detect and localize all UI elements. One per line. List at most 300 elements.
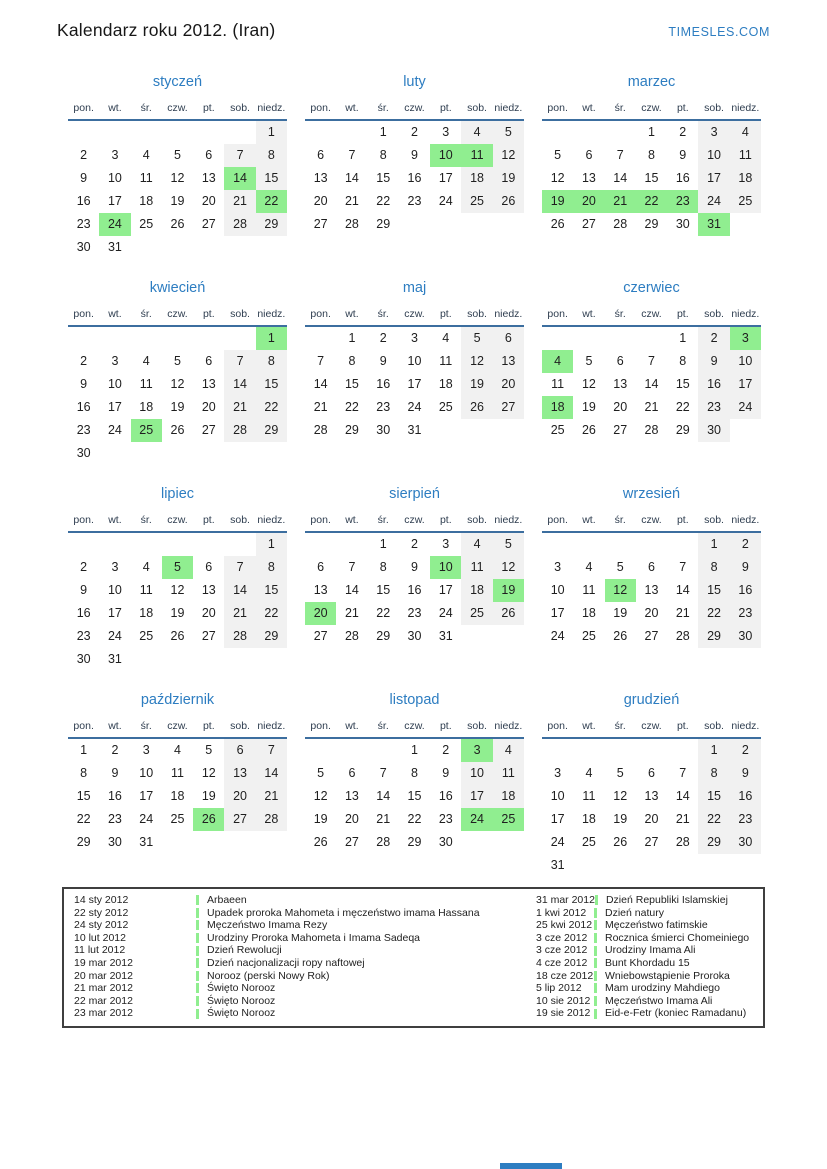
weekday-label: wt. [336,304,367,327]
legend-row [74,1007,536,1020]
day-cell: 6 [205,148,213,162]
legend-row [74,995,536,1008]
day-cell: 13 [224,762,255,785]
day-cell: 15 [256,373,287,396]
day-cell: 6 [205,560,213,574]
day-cell: 14 [675,789,690,803]
day-cell: 22 [376,606,391,620]
legend-row [74,919,536,932]
weekday-label: niedz. [730,510,761,533]
site-link[interactable]: TIMESLES.COM [668,25,770,39]
day-cell: 17 [730,373,761,396]
day-cell: 18 [581,812,596,826]
legend-holiday-name: Męczeństwo Imama Rezy [207,919,328,932]
weekday-label: pon. [305,510,336,533]
empty-cell [162,327,193,350]
legend-row [536,957,753,970]
weekday-label: pt. [193,304,224,327]
day-cell: 28 [675,629,690,643]
weekday-label: śr. [605,716,636,739]
day-cell: 25 [461,190,492,213]
day-cell: 8 [256,350,287,373]
legend-date: 21 mar 2012 [74,982,133,995]
day-cell: 29 [407,835,422,849]
day-cell: 8 [648,148,655,162]
legend-date: 1 kwi 2012 [536,906,587,919]
day-cell: 2 [698,327,729,350]
day-cell: 13 [493,350,524,373]
empty-cell [99,121,130,144]
weekday-label: pon. [542,510,573,533]
day-cell: 12 [170,377,185,391]
day-cell: 22 [256,190,287,213]
day-cell: 25 [493,808,524,831]
day-cell: 21 [376,812,391,826]
weekday-label: pon. [68,510,99,533]
legend-date: 19 mar 2012 [74,956,133,969]
day-cell: 26 [493,602,524,625]
day-cell: 14 [644,377,659,391]
day-cell: 2 [679,125,687,139]
empty-cell [193,327,224,350]
month-table [305,510,524,648]
day-cell: 17 [407,377,422,391]
weekday-label: śr. [368,510,399,533]
day-cell: 30 [76,652,91,666]
day-cell: 31 [107,240,122,254]
day-cell: 26 [170,423,185,437]
day-cell: 14 [344,171,359,185]
day-cell: 7 [679,766,687,780]
empty-cell [605,854,636,877]
legend-holiday-name: Upadek proroka Mahometa i męczeństwo imama Hassana [207,906,480,919]
day-cell: 22 [675,400,690,414]
empty-cell [256,236,287,259]
legend-column-left [74,894,536,1020]
holiday-marker-icon [594,946,597,956]
day-cell: 15 [407,789,422,803]
day-cell: 17 [438,171,453,185]
weekday-label: pt. [193,510,224,533]
day-cell: 16 [107,789,122,803]
month-title: wrzesień [622,486,681,502]
day-cell: 15 [698,579,729,602]
legend-holiday-name: Dzień nacjonalizacji ropy naftowej [207,956,365,969]
day-cell: 7 [379,766,387,780]
month-title: styczeń [152,74,203,90]
day-cell: 4 [585,766,593,780]
day-cell: 11 [139,377,153,391]
legend-row [536,944,753,957]
weekday-label: niedz. [493,98,524,121]
day-cell: 6 [616,354,624,368]
holiday-marker-icon [196,1009,199,1019]
weekday-label: pt. [667,510,698,533]
empty-cell [256,442,287,465]
day-cell: 22 [698,808,729,831]
day-cell: 20 [613,400,628,414]
holiday-marker-icon [594,958,597,968]
day-cell: 30 [407,629,422,643]
day-cell: 13 [644,789,659,803]
day-cell: 21 [344,194,359,208]
day-cell: 5 [317,766,325,780]
weekday-label: pon. [305,304,336,327]
legend-date: 11 lut 2012 [74,944,126,957]
day-cell: 20 [493,373,524,396]
day-cell: 27 [613,423,628,437]
legend-holiday-name: Dzień Republiki Islamskiej [605,894,728,906]
day-cell: 4 [585,560,593,574]
day-cell: 12 [313,789,328,803]
day-cell: 11 [582,789,596,803]
day-cell: 17 [107,606,122,620]
day-cell: 15 [376,583,391,597]
holiday-marker-icon [196,908,199,918]
empty-cell [542,121,573,144]
day-cell: 19 [493,579,524,602]
empty-cell [256,648,287,671]
day-cell: 20 [201,606,216,620]
day-cell: 8 [348,354,356,368]
empty-cell [68,327,99,350]
weekday-label: czw. [162,98,193,121]
empty-cell [131,236,162,259]
weekday-label: wt. [336,510,367,533]
day-cell: 19 [201,789,216,803]
day-cell: 6 [648,766,655,780]
holiday-marker-icon [196,933,199,943]
weekday-label: niedz. [256,98,287,121]
empty-cell [605,739,636,762]
day-cell: 17 [139,789,154,803]
empty-cell [224,648,255,671]
month-table [305,98,524,236]
day-cell: 15 [76,789,91,803]
day-cell: 19 [581,400,596,414]
empty-cell [461,213,492,236]
day-cell: 30 [76,240,91,254]
legend-row [74,982,536,995]
legend-row [536,919,753,932]
empty-cell [636,739,667,762]
month-table [305,304,524,442]
legend-holiday-name: Urodziny Imama Ali [605,944,696,957]
weekday-label: niedz. [493,716,524,739]
day-cell: 23 [730,808,761,831]
day-cell: 18 [170,789,185,803]
weekday-label: śr. [131,716,162,739]
day-cell: 13 [313,171,328,185]
day-cell: 30 [107,835,122,849]
legend-date: 25 kwi 2012 [536,919,593,932]
day-cell: 10 [430,556,461,579]
weekday-label: sob. [461,98,492,121]
day-cell: 16 [730,785,761,808]
empty-cell [636,327,667,350]
day-cell: 19 [170,606,185,620]
day-cell: 30 [438,835,453,849]
weekday-label: pt. [430,716,461,739]
weekday-label: pt. [430,304,461,327]
empty-cell [667,739,698,762]
day-cell: 21 [675,606,690,620]
day-cell: 3 [730,327,761,350]
weekday-label: czw. [399,304,430,327]
day-cell: 5 [461,327,492,350]
empty-cell [573,327,604,350]
legend-date: 22 sty 2012 [74,906,129,919]
day-cell: 5 [493,533,524,556]
holiday-marker-icon [594,1009,597,1019]
day-cell: 24 [107,423,122,437]
day-cell: 26 [170,629,185,643]
weekday-label: śr. [605,510,636,533]
empty-cell [730,419,761,442]
legend-date: 4 cze 2012 [536,956,588,969]
month-table [542,98,761,236]
day-cell: 19 [493,167,524,190]
day-cell: 23 [407,194,422,208]
day-cell: 3 [111,148,119,162]
day-cell: 24 [461,808,492,831]
day-cell: 23 [730,602,761,625]
day-cell: 2 [442,743,450,757]
day-cell: 19 [313,812,328,826]
day-cell: 2 [411,537,418,551]
day-cell: 9 [730,556,761,579]
weekday-label: sob. [698,98,729,121]
day-cell: 8 [256,144,287,167]
day-cell: 18 [730,167,761,190]
day-cell: 4 [542,350,573,373]
day-cell: 15 [344,377,359,391]
day-cell: 20 [644,812,659,826]
day-cell: 24 [407,400,422,414]
day-cell: 15 [256,167,287,190]
day-cell: 29 [256,625,287,648]
day-cell: 12 [201,766,216,780]
weekday-label: czw. [636,304,667,327]
day-cell: 12 [605,579,636,602]
day-cell: 3 [442,537,450,551]
day-cell: 26 [613,629,628,643]
empty-cell [461,831,492,854]
weekday-label: wt. [573,98,604,121]
months-grid [68,72,761,877]
day-cell: 24 [438,606,453,620]
day-cell: 26 [493,190,524,213]
empty-cell [68,533,99,556]
day-cell: 23 [107,812,122,826]
day-cell: 25 [139,629,154,643]
day-cell: 10 [550,583,565,597]
day-cell: 2 [730,739,761,762]
month-title: grudzień [623,692,680,708]
empty-cell [193,831,224,854]
weekday-label: pon. [542,98,573,121]
day-cell: 8 [379,560,387,574]
day-cell: 28 [256,808,287,831]
day-cell: 21 [313,400,328,414]
day-cell: 28 [313,423,328,437]
empty-cell [193,121,224,144]
day-cell: 31 [550,858,565,872]
legend-row [536,982,753,995]
month-10 [68,690,287,854]
day-cell: 20 [201,400,216,414]
month-12 [542,690,761,877]
day-cell: 27 [313,629,328,643]
month-6 [542,278,761,442]
weekday-label: pt. [667,716,698,739]
day-cell: 22 [256,602,287,625]
day-cell: 26 [581,423,596,437]
day-cell: 21 [675,812,690,826]
month-3 [542,72,761,236]
month-4 [68,278,287,465]
day-cell: 4 [142,148,150,162]
empty-cell [305,533,336,556]
day-cell: 28 [224,213,255,236]
day-cell: 25 [461,602,492,625]
weekday-label: wt. [99,98,130,121]
weekday-label: śr. [131,510,162,533]
day-cell: 14 [313,377,328,391]
day-cell: 11 [461,144,492,167]
empty-cell [305,739,336,762]
legend-date: 22 mar 2012 [74,994,133,1007]
day-cell: 26 [613,835,628,849]
day-cell: 27 [201,629,216,643]
empty-cell [667,854,698,877]
day-cell: 16 [76,400,91,414]
legend-holiday-name: Święto Norooz [207,982,276,995]
day-cell: 28 [224,625,255,648]
day-cell: 2 [111,743,119,757]
day-cell: 29 [256,419,287,442]
day-cell: 30 [675,217,690,231]
month-title: listopad [389,692,440,708]
day-cell: 20 [644,606,659,620]
month-title: czerwiec [623,280,680,296]
day-cell: 30 [730,831,761,854]
day-cell: 11 [461,556,492,579]
day-cell: 19 [542,190,573,213]
holiday-marker-icon [196,895,199,905]
legend-row [536,995,753,1008]
day-cell: 4 [174,743,181,757]
month-2 [305,72,524,236]
legend-holiday-name: Męczeństwo Imama Ali [605,994,713,1007]
day-cell: 24 [99,213,130,236]
empty-cell [336,739,367,762]
legend-row [536,1007,753,1020]
day-cell: 5 [162,556,193,579]
day-cell: 9 [379,354,387,368]
weekday-label: wt. [573,304,604,327]
day-cell: 28 [675,835,690,849]
day-cell: 23 [76,629,91,643]
empty-cell [162,121,193,144]
day-cell: 18 [139,606,154,620]
day-cell: 19 [461,373,492,396]
legend-holiday-name: Dzień Rewolucji [207,944,282,957]
weekday-label: niedz. [256,304,287,327]
legend-date: 14 sty 2012 [74,894,129,906]
day-cell: 23 [407,606,422,620]
empty-cell [193,236,224,259]
empty-cell [193,648,224,671]
holiday-marker-icon [594,996,597,1006]
empty-cell [636,533,667,556]
empty-cell [224,236,255,259]
month-table [542,304,761,442]
day-cell: 17 [461,785,492,808]
month-title: kwiecień [149,280,206,296]
day-cell: 12 [493,144,524,167]
legend-date: 3 cze 2012 [536,944,588,957]
day-cell: 3 [411,331,418,345]
legend-holiday-name: Dzień natury [605,906,664,919]
footer-brand-bar [500,1163,562,1169]
day-cell: 17 [550,606,565,620]
day-cell: 10 [430,144,461,167]
day-cell: 18 [139,194,154,208]
day-cell: 4 [493,739,524,762]
month-table [68,510,287,671]
day-cell: 14 [613,171,628,185]
day-cell: 15 [256,579,287,602]
empty-cell [336,121,367,144]
month-title: marzec [627,74,676,90]
day-cell: 10 [107,583,122,597]
day-cell: 22 [344,400,359,414]
day-cell: 13 [644,583,659,597]
day-cell: 8 [411,766,418,780]
day-cell: 20 [313,194,328,208]
day-cell: 30 [376,423,391,437]
day-cell: 3 [442,125,450,139]
weekday-label: sob. [698,716,729,739]
day-cell: 7 [348,560,356,574]
legend-date: 3 cze 2012 [536,931,588,944]
day-cell: 28 [376,835,391,849]
day-cell: 2 [80,354,88,368]
day-cell: 15 [675,377,690,391]
day-cell: 3 [554,560,562,574]
day-cell: 3 [142,743,150,757]
day-cell: 13 [313,583,328,597]
day-cell: 10 [107,377,122,391]
day-cell: 12 [170,171,185,185]
day-cell: 24 [550,629,565,643]
day-cell: 4 [442,331,450,345]
day-cell: 23 [667,190,698,213]
day-cell: 31 [407,423,422,437]
month-8 [305,484,524,648]
day-cell: 6 [317,148,325,162]
day-cell: 4 [142,354,150,368]
weekday-label: śr. [605,98,636,121]
day-cell: 1 [411,743,418,757]
weekday-label: sob. [698,510,729,533]
day-cell: 7 [648,354,655,368]
day-cell: 15 [376,171,391,185]
day-cell: 1 [80,743,88,757]
month-table [68,98,287,259]
legend-row [74,894,536,907]
